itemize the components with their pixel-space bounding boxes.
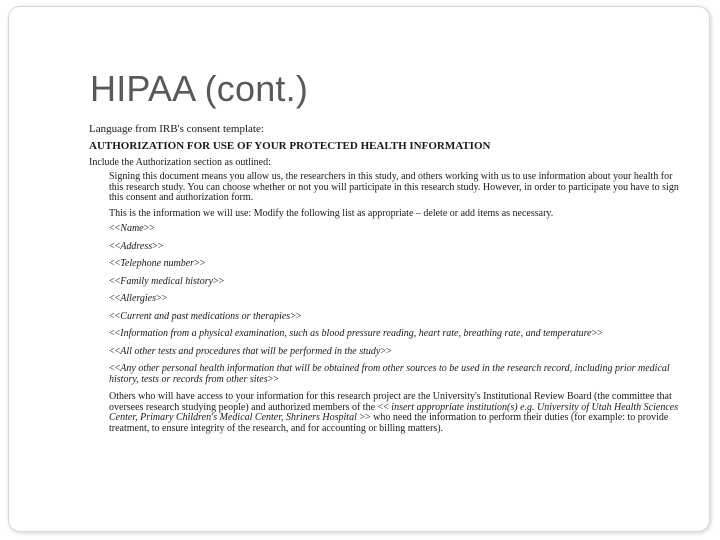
access-text-end: who need the information to perform their duties (for example: to provide treatment, to ensure integrity of the research, and for accounting or billing matters). [109, 412, 669, 434]
open-bracket: << [109, 345, 121, 357]
information-intro: This is the information we will use: Modify the following list as appropriate – delete or add items as necessary. [109, 207, 554, 219]
close-bracket: >> [152, 240, 164, 252]
open-bracket: << [109, 275, 121, 287]
close-bracket: >> [213, 275, 225, 287]
field-label: Information from a physical examination, such as blood pressure reading, heart rate, breathing rate, and temperature [120, 328, 592, 339]
close-bracket: >> [143, 223, 155, 234]
institution-placeholder: insert appropriate institution(s) e.g. University of Utah Health Sciences Center, Primary Children's Medical Center, Shriners Hospital [109, 401, 679, 423]
close-bracket: >> [359, 412, 371, 423]
field-medications [109, 312, 689, 323]
field-name [109, 224, 689, 235]
open-bracket: << [109, 363, 121, 374]
open-bracket: << [377, 401, 389, 413]
instruction-text: Include the Authorization section as outlined: [89, 157, 271, 168]
open-bracket: << [109, 258, 121, 269]
close-bracket: >> [380, 345, 392, 357]
open-bracket: << [109, 223, 121, 234]
field-label: Name [120, 223, 144, 234]
open-bracket: << [109, 310, 121, 322]
section-heading: AUTHORIZATION FOR USE OF YOUR PROTECTED HEALTH INFORMATION [89, 140, 491, 152]
field-other-tests [109, 347, 689, 358]
lead-text: Language from IRB's consent template: [89, 123, 264, 135]
field-label: Family medical history [120, 275, 214, 287]
access-paragraph [109, 392, 689, 434]
open-bracket: << [109, 328, 121, 339]
field-label: Telephone number [120, 258, 195, 269]
close-bracket: >> [156, 293, 168, 304]
field-address [109, 242, 689, 253]
field-label: Allergies [120, 293, 157, 304]
field-label: Address [120, 240, 153, 252]
slide-title: HIPAA (cont.) [90, 68, 309, 109]
field-label: All other tests and procedures that will be performed in the study [120, 345, 381, 357]
open-bracket: << [109, 240, 121, 252]
field-allergies [109, 294, 689, 305]
slide-frame [8, 6, 710, 532]
slide-content [89, 123, 689, 439]
open-bracket: << [109, 293, 121, 304]
close-bracket: >> [591, 328, 603, 339]
close-bracket: >> [290, 310, 302, 322]
close-bracket: >> [194, 258, 206, 269]
field-label: Current and past medications or therapies [120, 310, 291, 322]
access-text-start: Others who will have access to your information for this research project are the University's Institutional Review Board (the committee that oversees research studying people) and authorized members of the [109, 391, 672, 413]
field-telephone [109, 259, 689, 270]
field-family-history [109, 277, 689, 288]
field-physical-exam [109, 329, 689, 340]
close-bracket: >> [267, 373, 279, 385]
field-other-info [109, 364, 689, 385]
field-label: Any other personal health information that will be obtained from other sources to be used in the research record, including prior medical history, tests or records from other sites [109, 363, 670, 385]
authorization-paragraph: Signing this document means you allow us, the researchers in this study, and others working with us to use information about your health for this research study. You can choose whether or not you will participate in this research study. However, in order to participate you have to sign this consent and authorization form. [109, 171, 679, 203]
